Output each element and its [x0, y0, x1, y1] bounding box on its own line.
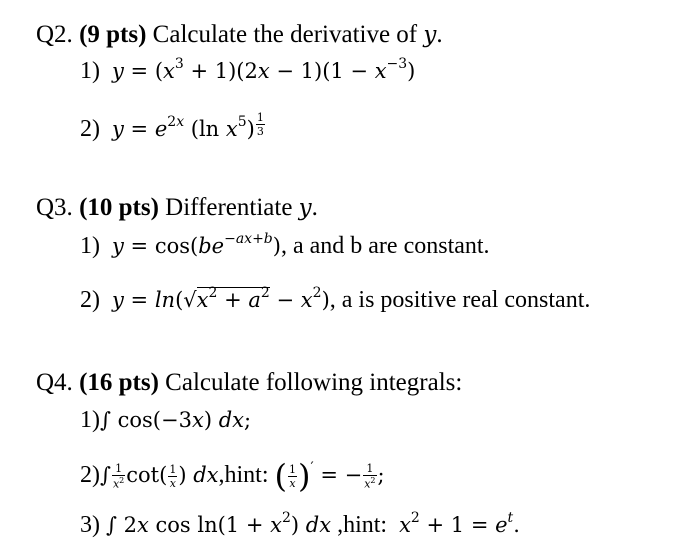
q4-item-3-expression: ∫ 2x $\cos \ln(1 + x^2)$ dx — [106, 510, 332, 537]
q4-item-2-expression: ∫ $\frac{1}{x^2}$ cot( $\frac{1}{x}$ ) dx — [100, 462, 219, 491]
q3-item-1-expression: $y = \cos(be^{-ax+b})$ — [112, 231, 281, 258]
q4-item-1-number: 1) — [80, 407, 100, 433]
q3-variable: y — [298, 195, 312, 221]
q4-item-2-hint: ( $\frac{1}{x}$ )′ = − $\frac{1}{x^2}$ ; — [274, 457, 385, 495]
q2-item-2 — [80, 112, 266, 141]
q2-variable: y — [423, 22, 437, 48]
q4-heading — [36, 370, 462, 395]
q4-item-2 — [80, 457, 385, 495]
q4-points: (16 pts) — [79, 369, 159, 396]
q4-item-1 — [80, 408, 251, 432]
q3-item-2-expression: $y = \ln(√x^2 + a^2 - x^2)$ — [112, 285, 330, 312]
q3-heading — [36, 195, 318, 220]
q3-item-2 — [80, 287, 590, 312]
q4-item-2-suffix: ,hint: — [218, 462, 269, 488]
q3-period: . — [311, 194, 318, 221]
q2-item-2-expression: $y = e^{2x}$ (ln $x^5$) $^{\frac{1}{3}}$ — [112, 111, 264, 141]
q2-heading — [36, 22, 443, 47]
q3-item-1-suffix: , a and b are constant. — [280, 233, 490, 259]
q3-label: Q3. — [36, 194, 73, 221]
q2-points: (9 pts) — [79, 21, 147, 48]
q2-label: Q2. — [36, 21, 73, 48]
q3-text: Differentiate — [158, 194, 299, 221]
q4-item-2-number: 2) — [80, 462, 100, 488]
q3-item-1-number: 1) — [80, 233, 100, 259]
q2-item-1-number: 1) — [80, 58, 100, 84]
q4-item-3-suffix: ,hint: — [331, 512, 388, 538]
q4-item-3-hint: $x^2 + 1 = e^t$. — [399, 510, 520, 537]
q2-item-2-number: 2) — [80, 116, 100, 142]
q4-text: Calculate following integrals: — [158, 369, 463, 396]
q3-item-1 — [80, 231, 490, 259]
q2-item-1-expression: $y = (x^3 + 1)(2x - 1)(1 - x^{-3})$ — [112, 56, 416, 83]
q3-item-2-suffix: , a is positive real constant. — [329, 287, 591, 313]
q4-item-1-expression: ∫ cos(−3x) dx; — [100, 408, 252, 432]
q2-item-1 — [80, 56, 416, 84]
q4-item-3-number: 3) — [80, 512, 100, 538]
q4-label: Q4. — [36, 369, 73, 396]
q4-item-3 — [80, 510, 520, 538]
q3-points: (10 pts) — [79, 194, 159, 221]
q3-item-2-number: 2) — [80, 287, 100, 313]
q2-period: . — [436, 21, 443, 48]
q2-text: Calculate the derivative of — [146, 21, 424, 48]
